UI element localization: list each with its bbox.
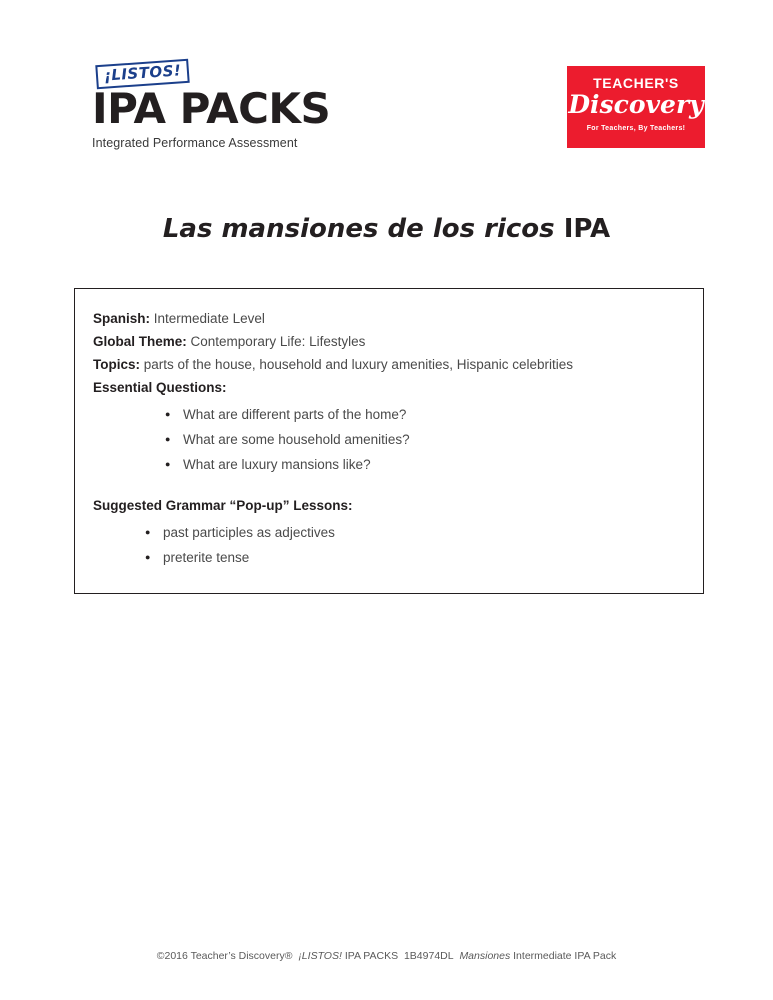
meta-global-theme — [93, 330, 683, 353]
ipa-packs-subtitle: Integrated Performance Assessment — [92, 136, 298, 150]
page-title-plain: IPA — [563, 214, 611, 244]
list-item: ● preterite tense — [145, 546, 683, 569]
footer-sku: 1B4974DL — [403, 950, 454, 962]
meta-topics — [93, 353, 683, 376]
list-item: ● past participles as adjectives — [145, 521, 683, 544]
footer-copyright: ©2016 Teacher’s Discovery® — [156, 950, 293, 962]
footer-tail: Intermediate IPA Pack — [513, 950, 617, 962]
grammar-lessons-list — [93, 521, 683, 569]
meta-topics-label: Topics: — [93, 357, 140, 372]
meta-global-theme-value: Contemporary Life: Lifestyles — [190, 334, 366, 349]
page-footer — [0, 950, 773, 962]
list-item: ● What are different parts of the home? — [165, 403, 683, 426]
footer-pack: IPA PACKS — [344, 950, 399, 962]
overview-box — [74, 288, 704, 594]
meta-language-label: Spanish: — [93, 311, 151, 326]
logo-line-tagline: For Teachers, By Teachers! — [586, 124, 686, 132]
list-item: ● What are luxury mansions like? — [165, 453, 683, 476]
essential-questions-label: Essential Questions: — [93, 380, 227, 395]
meta-language — [93, 307, 683, 330]
footer-brand: ¡LISTOS! — [298, 950, 342, 962]
meta-language-value: Intermediate Level — [153, 311, 265, 326]
brand-block — [92, 62, 432, 150]
meta-topics-value: parts of the house, household and luxury amenities, Hispanic celebrities — [143, 357, 574, 372]
grammar-lessons-label: Suggested Grammar “Pop-up” Lessons: — [93, 498, 353, 513]
page-title-italic: Las mansiones de los ricos — [162, 214, 555, 244]
page-title — [0, 214, 773, 244]
ipa-packs-title: IPA PACKS — [92, 84, 331, 133]
logo-line-discovery: Discovery — [568, 90, 704, 120]
page-header — [0, 62, 773, 172]
footer-title: Mansiones — [459, 950, 511, 962]
meta-global-theme-label: Global Theme: — [93, 334, 187, 349]
list-item: ● What are some household amenities? — [165, 428, 683, 451]
teachers-discovery-logo — [567, 66, 705, 148]
logo-line-teachers: TEACHER'S — [593, 75, 679, 91]
listos-stamp-logo: ¡LISTOS! — [95, 59, 190, 89]
essential-questions-list — [93, 403, 683, 476]
